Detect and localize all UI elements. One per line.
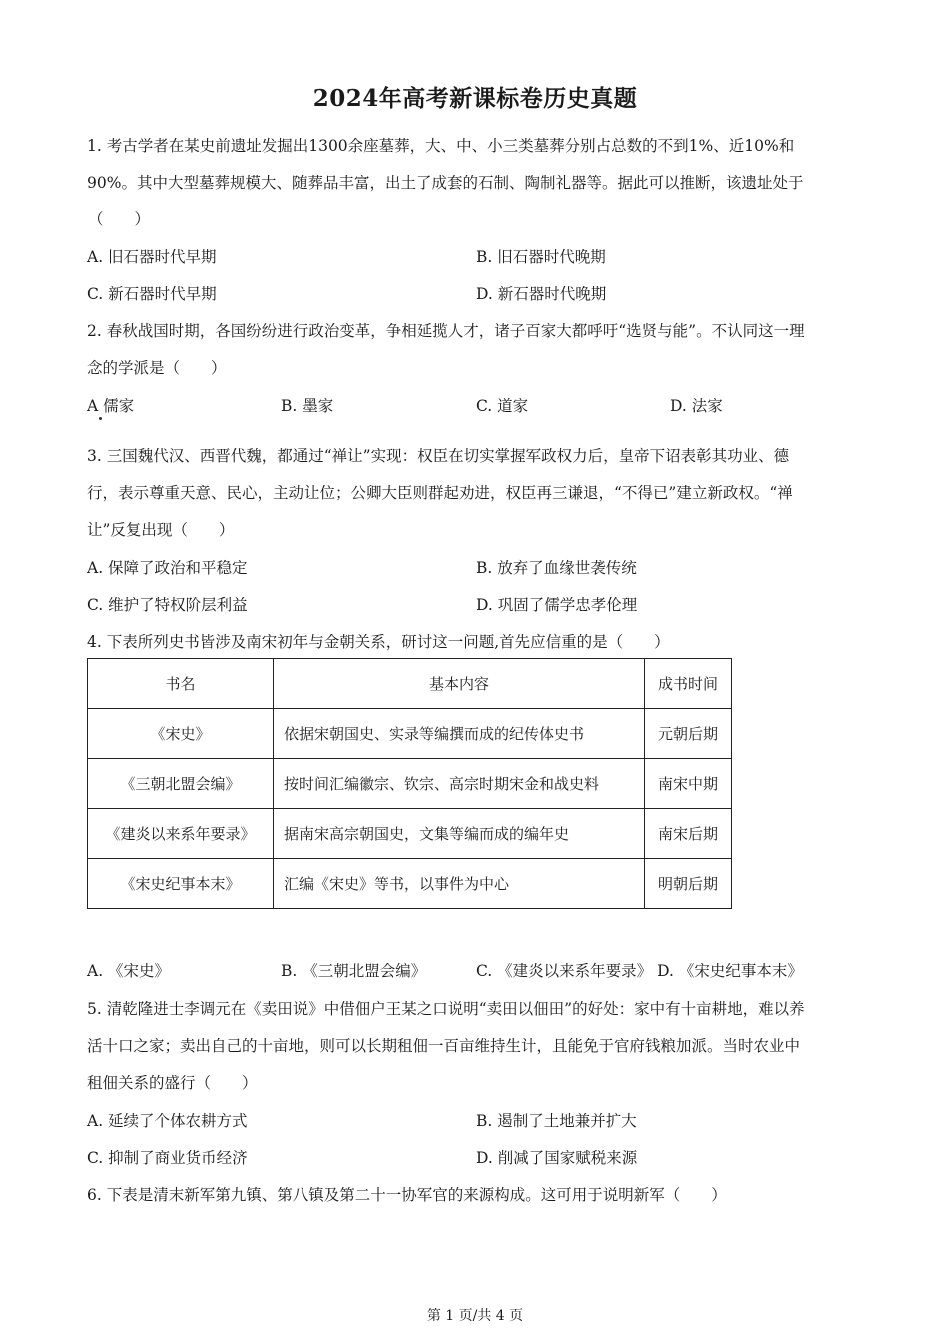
q1-option-b: B. 旧石器时代晚期	[476, 248, 606, 266]
q2-stem-line1: 2. 春秋战国时期，各国纷纷进行政治变革，争相延揽人才，诸子百家大都呼吁“选贤与能”。不认同这一理	[87, 322, 805, 340]
table-cell: 南宋中期	[645, 759, 732, 809]
q4-option-c-d: C. 《建炎以来系年要录》 D. 《宋史纪事本末》	[476, 962, 803, 980]
q2-option-c: C. 道家	[476, 397, 529, 415]
table-cell: 依据宋朝国史、实录等编撰而成的纪传体史书	[274, 709, 645, 759]
table-row	[88, 709, 732, 759]
q4-option-b: B. 《三朝北盟会编》	[281, 962, 427, 980]
table-cell: 《建炎以来系年要录》	[88, 809, 274, 859]
q5-option-d: D. 削减了国家赋税来源	[476, 1149, 638, 1167]
q2-option-d: D. 法家	[670, 397, 723, 415]
table-cell: 据南宋高宗朝国史，文集等编而成的编年史	[274, 809, 645, 859]
table-cell: 《宋史纪事本末》	[88, 859, 274, 909]
q3-stem-line1: 3. 三国魏代汉、西晋代魏，都通过“禅让”实现：权臣在切实掌握军政权力后，皇帝下诏表彰其功业、德	[87, 447, 790, 465]
table-cell: 《宋史》	[88, 709, 274, 759]
table-cell: 南宋后期	[645, 809, 732, 859]
table-header-cell: 基本内容	[274, 659, 645, 709]
table-cell: 《三朝北盟会编》	[88, 759, 274, 809]
q1-stem-line1: 1. 考古学者在某史前遗址发掘出1300余座墓葬，大、中、小三类墓葬分别占总数的不到1%、近10%和	[87, 137, 795, 155]
q2-option-a: A 儒家	[87, 397, 135, 415]
q5-option-b: B. 遏制了土地兼并扩大	[476, 1112, 637, 1130]
q3-option-a: A. 保障了政治和平稳定	[87, 559, 248, 577]
q3-option-c: C. 维护了特权阶层利益	[87, 596, 248, 614]
q1-option-a: A. 旧石器时代早期	[87, 248, 217, 266]
table-row	[88, 809, 732, 859]
table-cell: 元朝后期	[645, 709, 732, 759]
q3-option-d: D. 巩固了儒学忠孝伦理	[476, 596, 638, 614]
q3-option-b: B. 放弃了血缘世袭传统	[476, 559, 637, 577]
table-row	[88, 759, 732, 809]
page-footer: 第 1 页/共 4 页	[426, 1308, 524, 1324]
q3-stem-line3: 让”反复出现（ ）	[87, 521, 235, 539]
q4-stem-line1: 4. 下表所列史书皆涉及南宋初年与金朝关系，研讨这一问题,首先应信重的是（ ）	[87, 633, 670, 651]
page-title: 2024年高考新课标卷历史真题	[312, 85, 638, 112]
table-header-cell: 书名	[88, 659, 274, 709]
table-row	[88, 859, 732, 909]
q2-option-b: B. 墨家	[281, 397, 334, 415]
table-header-row	[88, 659, 732, 709]
table-cell: 明朝后期	[645, 859, 732, 909]
q1-stem-line2: 90%。其中大型墓葬规模大、随葬品丰富，出土了成套的石制、陶制礼器等。据此可以推断，该遗址处于	[87, 174, 804, 192]
stray-dot-mark	[99, 417, 102, 420]
table-header-cell: 成书时间	[645, 659, 732, 709]
q1-option-c: C. 新石器时代早期	[87, 285, 217, 303]
q5-stem-line2: 活十口之家；卖出自己的十亩地，则可以长期租佃一百亩维持生计，且能免于官府钱粮加派。当时农业中	[87, 1037, 801, 1055]
q1-option-d: D. 新石器时代晚期	[476, 285, 607, 303]
table-cell: 按时间汇编徽宗、钦宗、高宗时期宋金和战史料	[274, 759, 645, 809]
q5-option-c: C. 抑制了商业货币经济	[87, 1149, 248, 1167]
q5-stem-line1: 5. 清乾隆进士李调元在《卖田说》中借佃户王某之口说明“卖田以佃田”的好处：家中有十亩耕地，难以养	[87, 1000, 805, 1018]
q6-stem-line1: 6. 下表是清末新军第九镇、第八镇及第二十一协军官的来源构成。这可用于说明新军（ ）	[87, 1186, 727, 1204]
q5-stem-line3: 租佃关系的盛行（ ）	[87, 1074, 258, 1092]
q4-option-a: A. 《宋史》	[87, 962, 171, 980]
q1-answer-blank: （ ）	[88, 210, 151, 228]
q2-stem-line2: 念的学派是（ ）	[87, 359, 227, 377]
table-cell: 汇编《宋史》等书，以事件为中心	[274, 859, 645, 909]
history-books-table	[87, 658, 732, 909]
q5-option-a: A. 延续了个体农耕方式	[87, 1112, 248, 1130]
q3-stem-line2: 行，表示尊重天意、民心，主动让位；公卿大臣则群起劝进，权臣再三谦退，“不得已”建立新政权。“禅	[87, 484, 793, 502]
